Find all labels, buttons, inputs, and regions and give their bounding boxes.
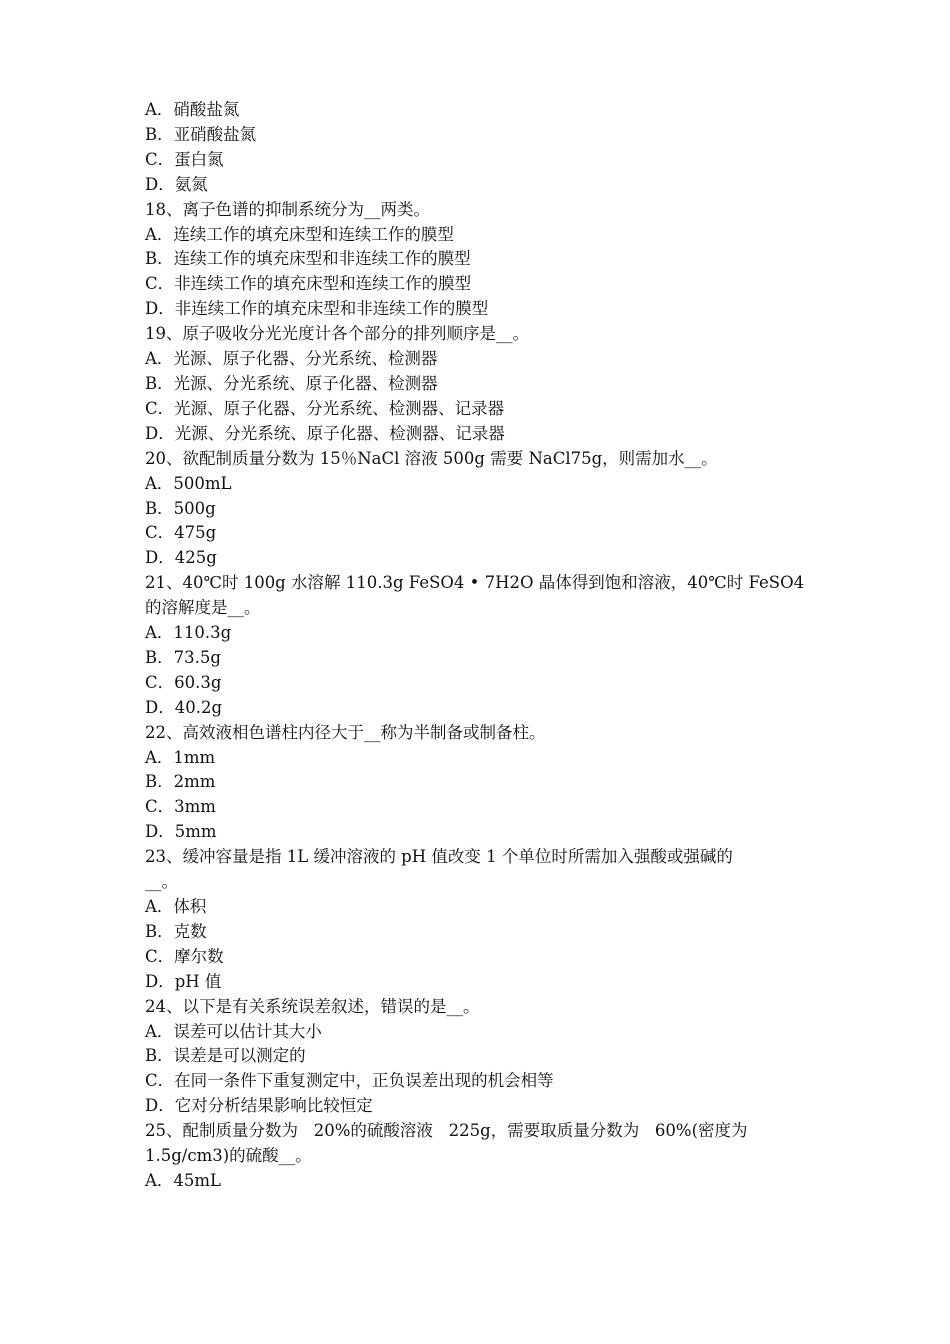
question-line: 22、高效液相色谱柱内径大于__称为半制备或制备柱。 (145, 722, 546, 742)
question-line: 24、以下是有关系统误差叙述，错误的是__。 (145, 996, 480, 1016)
question-line: 1.5g/cm3)的硫酸__。 (145, 1146, 312, 1166)
question-line: 的溶解度是__。 (145, 598, 261, 618)
answer-option: B．误差是可以测定的 (145, 1046, 306, 1066)
answer-option: C．非连续工作的填充床型和连续工作的膜型 (145, 274, 472, 294)
answer-option: D．光源、分光系统、原子化器、检测器、记录器 (145, 423, 505, 443)
answer-option: B．2mm (145, 772, 216, 792)
question-line: 18、离子色谱的抑制系统分为__两类。 (145, 199, 430, 219)
answer-option: C．摩尔数 (145, 946, 224, 966)
answer-option: D．氨氮 (145, 174, 208, 194)
answer-option: C．60.3g (145, 672, 222, 692)
answer-option: B．克数 (145, 921, 207, 941)
answer-option: C．蛋白氮 (145, 149, 224, 169)
answer-option: B．连续工作的填充床型和非连续工作的膜型 (145, 249, 471, 269)
question-line: __。 (145, 872, 178, 892)
question-line: 25、配制质量分数为 20%的硫酸溶液 225g，需要取质量分数为 60%(密度为 (145, 1121, 748, 1141)
answer-option: B．73.5g (145, 647, 221, 667)
answer-option: A．误差可以估计其大小 (145, 1021, 322, 1041)
answer-option: C．475g (145, 523, 217, 543)
answer-option: D．它对分析结果影响比较恒定 (145, 1096, 373, 1116)
answer-option: A．连续工作的填充床型和连续工作的膜型 (145, 224, 454, 244)
answer-option: C．在同一条件下重复测定中，正负误差出现的机会相等 (145, 1071, 554, 1091)
answer-option: B．500g (145, 498, 216, 518)
answer-option: B．亚硝酸盐氮 (145, 124, 257, 144)
question-line: 19、原子吸收分光光度计各个部分的排列顺序是__。 (145, 324, 529, 344)
answer-option: A．500mL (145, 473, 232, 493)
answer-option: D．非连续工作的填充床型和非连续工作的膜型 (145, 299, 489, 319)
answer-option: C．3mm (145, 797, 216, 817)
answer-option: A．45mL (145, 1170, 222, 1190)
document-body (145, 98, 810, 1194)
answer-option: D．425g (145, 548, 217, 568)
answer-option: D．40.2g (145, 697, 223, 717)
answer-option: A．光源、原子化器、分光系统、检测器 (145, 349, 438, 369)
question-line: 21、40℃时 100g 水溶解 110.3g FeSO4 • 7H2O 晶体得到饱和溶液，40℃时 FeSO4 (145, 573, 805, 593)
answer-option: A．体积 (145, 897, 207, 916)
answer-option: D．5mm (145, 822, 217, 842)
answer-option: B．光源、分光系统、原子化器、检测器 (145, 373, 438, 393)
answer-option: A．1mm (145, 747, 216, 767)
answer-option: A．110.3g (145, 623, 232, 643)
answer-option: A．硝酸盐氮 (145, 100, 240, 119)
question-line: 23、缓冲容量是指 1L 缓冲溶液的 pH 值改变 1 个单位时所需加入强酸或强碱的 (145, 847, 733, 867)
answer-option: D．pH 值 (145, 971, 222, 991)
question-line: 20、欲配制质量分数为 15％NaCl 溶液 500g 需要 NaCl75g，则需加水__。 (145, 448, 718, 468)
answer-option: C．光源、原子化器、分光系统、检测器、记录器 (145, 398, 505, 418)
